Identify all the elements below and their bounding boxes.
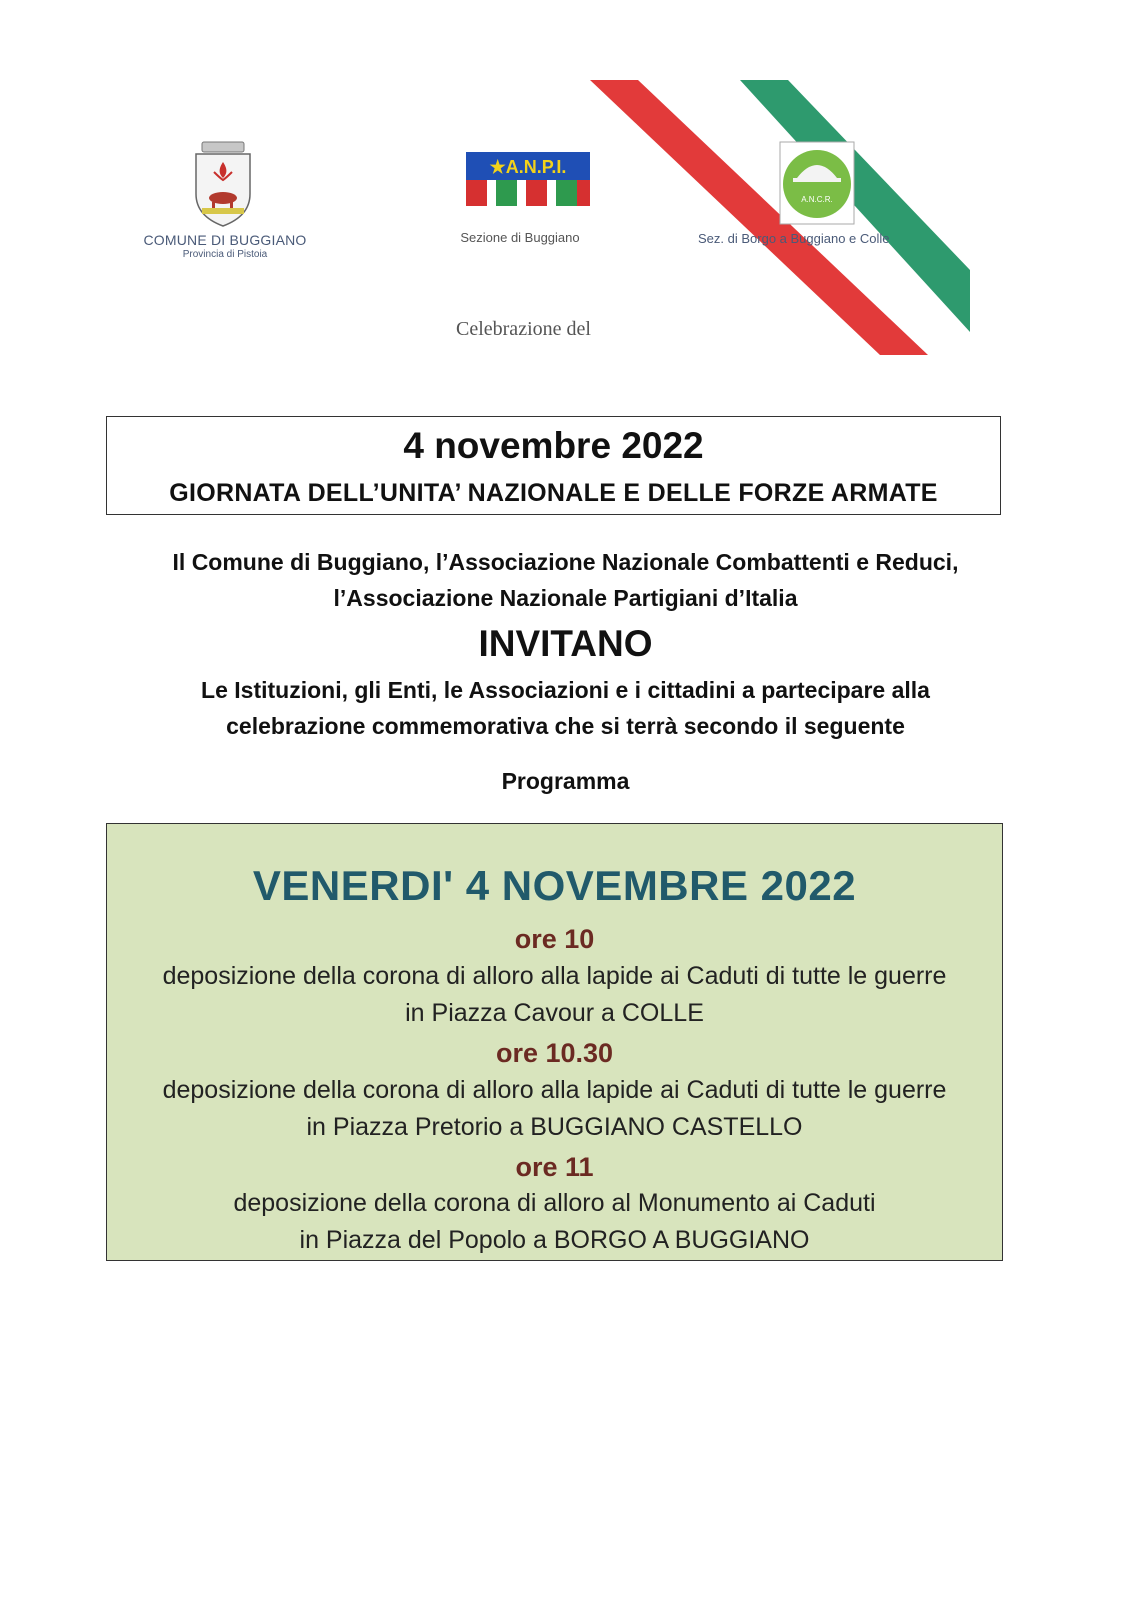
- event-location: in Piazza del Popolo a BORGO A BUGGIANO: [299, 1226, 810, 1254]
- event-location: in Piazza Cavour a COLLE: [405, 999, 704, 1027]
- invite-line-3: Le Istituzioni, gli Enti, le Associazioni e i cittadini a partecipare alla: [201, 677, 930, 703]
- event-time: ore 10.30: [495, 1038, 614, 1068]
- program-label: Programma: [501, 768, 630, 794]
- invite-verb: INVITANO: [478, 623, 653, 664]
- anpi-flag-icon: [466, 152, 590, 208]
- anpi-section: Sezione di Buggiano: [460, 230, 580, 245]
- event-location: in Piazza Pretorio a BUGGIANO CASTELLO: [306, 1113, 803, 1141]
- comune-province: Provincia di Pistoia: [182, 249, 268, 260]
- anpi-logo-text: ★A.N.P.I.: [489, 157, 567, 177]
- invite-line-1: Il Comune di Buggiano, l’Associazione Nazionale Combattenti e Reduci,: [172, 549, 959, 575]
- invite-line-2: l’Associazione Nazionale Partigiani d’Italia: [333, 585, 798, 611]
- tricolor-ribbon: [590, 80, 980, 360]
- comune-name: COMUNE DI BUGGIANO: [143, 232, 307, 248]
- title-box: [106, 416, 1001, 515]
- ancr-section: Sez. di Borgo a Buggiano e Colle: [698, 231, 890, 246]
- comune-crest-icon: [188, 140, 258, 228]
- comune-logo: [130, 140, 320, 270]
- event-description: deposizione della corona di alloro al Monumento ai Caduti: [233, 1189, 876, 1217]
- celebration-text: Celebrazione del: [456, 318, 591, 340]
- event-time: ore 11: [515, 1152, 594, 1182]
- event-time: ore 10: [514, 924, 595, 954]
- ancr-logo-text: A.N.C.R.: [801, 195, 833, 204]
- invite-line-4: celebrazione commemorativa che si terrà secondo il seguente: [226, 713, 905, 739]
- program-day: VENERDI' 4 NOVEMBRE 2022: [252, 862, 857, 909]
- title-date: 4 novembre 2022: [403, 425, 704, 466]
- program-box: [106, 823, 1003, 1261]
- header: [0, 0, 1131, 380]
- event-description: deposizione della corona di alloro alla lapide ai Caduti di tutte le guerre: [162, 962, 947, 990]
- anpi-logo: [440, 148, 600, 258]
- event-description: deposizione della corona di alloro alla lapide ai Caduti di tutte le guerre: [162, 1076, 947, 1104]
- title-subtitle: GIORNATA DELL’UNITA’ NAZIONALE E DELLE FORZE ARMATE: [169, 479, 938, 507]
